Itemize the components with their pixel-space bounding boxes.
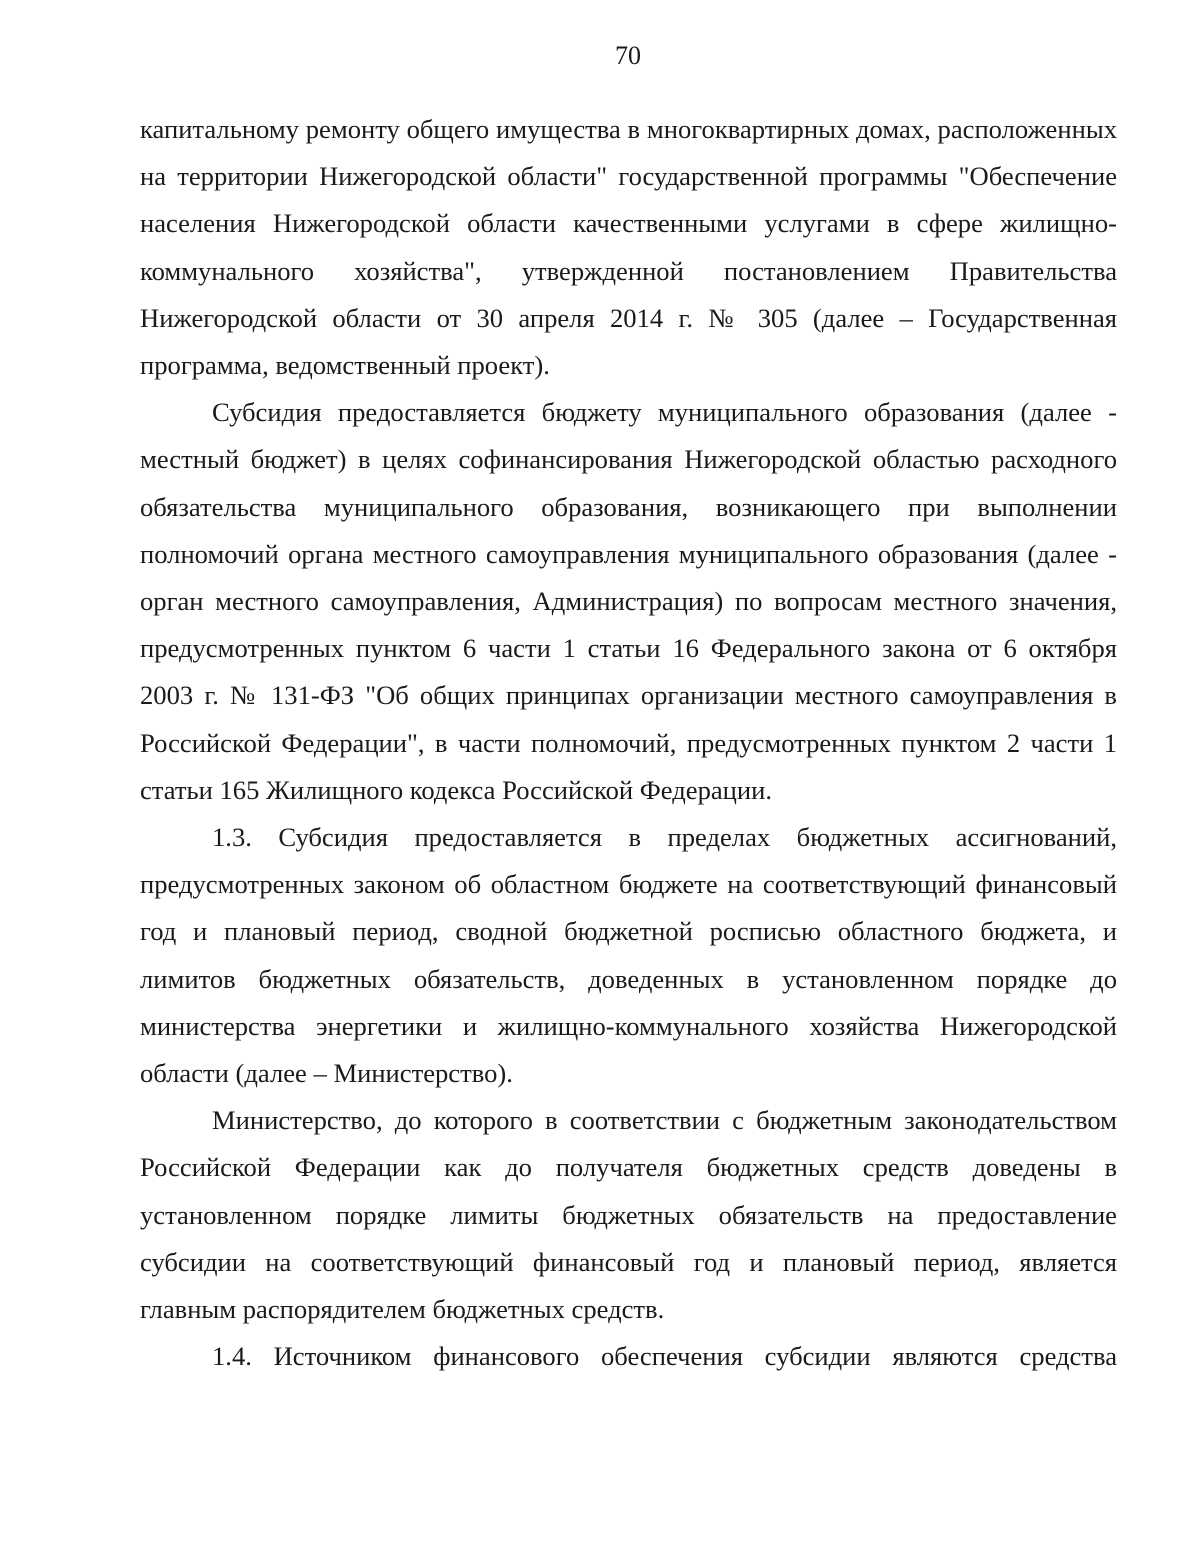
document-body [140, 106, 1117, 1380]
paragraph-ministry-role: Министерство, до которого в соответствии с бюджетным законодательством Российской Федерации как до получателя бюджетных средств доведены в установленном порядке лимиты бюджетных обязательств на предоставление субсидии на соответствующий финансовый год и плановый период, является главным распорядителем бюджетных средств. [140, 1105, 1117, 1325]
paragraph-1-3-budget-limits: 1.3. Субсидия предоставляется в пределах бюджетных ассигнований, предусмотренных законом об областном бюджете на соответствующий финансовый год и плановый период, сводной бюджетной росписью областного бюджета, и лимитов бюджетных обязательств, доведенных в установленном порядке до министерства энергетики и жилищно-коммунального хозяйства Нижегородской области (далее – Министерство). [140, 822, 1117, 1089]
paragraph-1-4-funding-source: 1.4. Источником финансового обеспечения субсидии являются средства [212, 1341, 1117, 1372]
paragraph-subsidy-purpose: Субсидия предоставляется бюджету муниципального образования (далее - местный бюджет) в целях софинансирования Нижегородской областью расходного обязательства муниципального образования, возникающего при выполнении полномочий органа местного самоуправления муниципального образования (далее - орган местного самоуправления, Администрация) по вопросам местного значения, предусмотренных пунктом 6 части 1 статьи 16 Федерального закона от 6 октября 2003 г. № 131-ФЗ "Об общих принципах организации местного самоуправления в Российской Федерации", в части полномочий, предусмотренных пунктом 2 части 1 статьи 165 Жилищного кодекса Российской Федерации. [140, 397, 1117, 805]
page-number: 70 [615, 41, 641, 70]
paragraph-program-continuation: капитальному ремонту общего имущества в многоквартирных домах, расположенных на территории Нижегородской области" государственной программы "Обеспечение населения Нижегородской области качественными услугами в сфере жилищно-коммунального хозяйства", утвержденной постановлением Правительства Нижегородской области от 30 апреля 2014 г. № 305 (далее – Государственная программа, ведомственный проект). [140, 114, 1117, 381]
